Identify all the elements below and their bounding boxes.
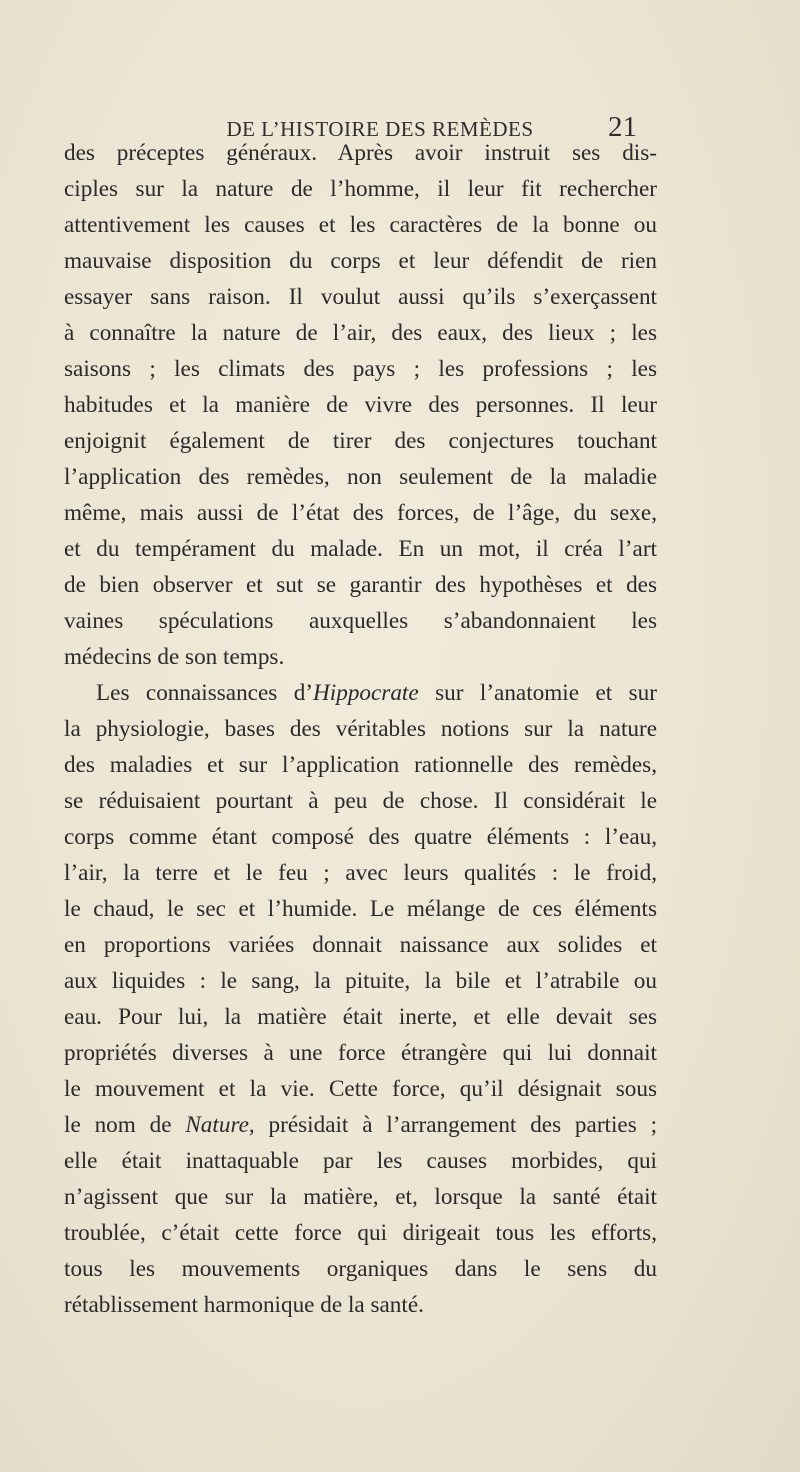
text-line: n’agissent que sur la matière, et, lorsque la santé était <box>64 1184 657 1210</box>
text-run: Les connaissances d’ <box>96 680 314 706</box>
text-line: essayer sans raison. Il voulut aussi qu’ils s’exerçassent <box>64 284 657 310</box>
text-line: corps comme étant composé des quatre éléments : l’eau, <box>64 824 657 850</box>
text-line: le mouvement et la vie. Cette force, qu’il désignait sous <box>64 1076 657 1102</box>
text-line: à connaître la nature de l’air, des eaux, des lieux ; les <box>64 320 657 346</box>
text-line: mauvaise disposition du corps et leur défendit de rien <box>64 248 657 274</box>
text-run: sur l’anatomie et sur <box>418 680 657 706</box>
text-line: la physiologie, bases des véritables notions sur la nature <box>64 716 657 742</box>
text-line <box>64 1107 657 1143</box>
text-line: enjoignit également de tirer des conjectures touchant <box>64 428 657 454</box>
text-run: , présidait à l’arrangement des parties ; <box>248 1112 658 1138</box>
text-line <box>64 675 657 711</box>
text-line: eau. Pour lui, la matière était inerte, et elle devait ses <box>64 1004 657 1030</box>
paragraph-2 <box>64 675 657 1323</box>
text-line: propriétés diverses à une force étrangère qui lui donnait <box>64 1040 657 1066</box>
text-line: rétablissement harmonique de la santé. <box>64 1292 424 1318</box>
text-line: l’air, la terre et le feu ; avec leurs qualités : le froid, <box>64 860 657 886</box>
italic-name-hippocrate: Hippocrate <box>313 680 419 706</box>
text-line: médecins de son temps. <box>64 644 285 670</box>
text-line: saisons ; les climats des pays ; les professions ; les <box>64 356 657 382</box>
text-line: tous les mouvements organiques dans le sens du <box>64 1256 657 1282</box>
page-number: 21 <box>608 111 637 143</box>
text-line: même, mais aussi de l’état des forces, de l’âge, du sexe, <box>64 500 657 526</box>
italic-word-nature: Nature <box>185 1112 249 1138</box>
text-line: troublée, c’était cette force qui dirigeait tous les efforts, <box>64 1220 657 1246</box>
text-line: elle était inattaquable par les causes morbides, qui <box>64 1148 657 1174</box>
text-line: vaines spéculations auxquelles s’abandonnaient les <box>64 608 657 634</box>
text-line: et du tempérament du malade. En un mot, il créa l’art <box>64 536 657 562</box>
text-run: le nom de <box>64 1112 186 1138</box>
text-line: des préceptes généraux. Après avoir instruit ses dis- <box>64 140 657 166</box>
paragraph-1 <box>64 135 657 675</box>
text-line: ciples sur la nature de l’homme, il leur fit rechercher <box>64 176 657 202</box>
text-line: en proportions variées donnait naissance aux solides et <box>64 932 657 958</box>
text-line: de bien observer et sut se garantir des hypothèses et des <box>64 572 657 598</box>
body-text <box>64 128 657 1323</box>
text-line: le chaud, le sec et l’humide. Le mélange de ces éléments <box>64 896 657 922</box>
running-title: DE L’HISTOIRE DES REMÈDES <box>226 117 534 141</box>
text-line: des maladies et sur l’application rationnelle des remèdes, <box>64 752 657 778</box>
text-line: l’application des remèdes, non seulement de la maladie <box>64 464 657 490</box>
text-line: habitudes et la manière de vivre des personnes. Il leur <box>64 392 657 418</box>
text-line: aux liquides : le sang, la pituite, la bile et l’atrabile ou <box>64 968 657 994</box>
text-line: se réduisaient pourtant à peu de chose. Il considérait le <box>64 788 657 814</box>
text-line: attentivement les causes et les caractères de la bonne ou <box>64 212 657 238</box>
